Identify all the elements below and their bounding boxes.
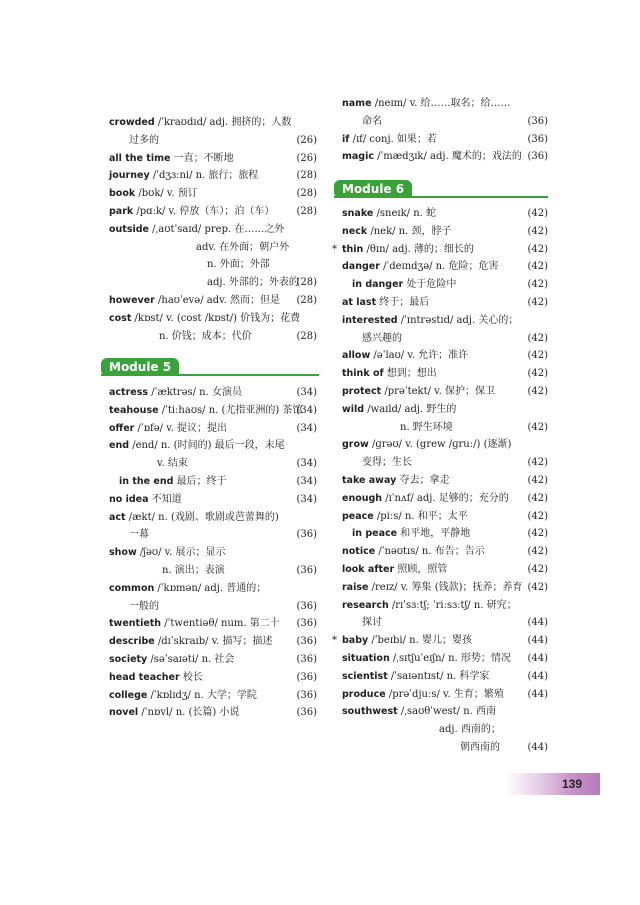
- entry-line: [109, 455, 317, 473]
- definition: 想到；想出: [383, 368, 437, 380]
- module-heading-rule: [334, 196, 548, 198]
- page-reference: (36): [527, 115, 548, 127]
- vocab-entry: [342, 131, 548, 149]
- page-reference: (36): [296, 564, 317, 576]
- definition: /end/ n. (时间的) 最后一段，末尾: [129, 440, 285, 452]
- definition: /ˈsaɪəntɪst/ n. 科学家: [387, 670, 490, 682]
- vocab-entry: [109, 704, 317, 722]
- vocab-entry: [109, 473, 317, 491]
- entry-line: [342, 508, 548, 526]
- page-reference: (42): [527, 350, 548, 362]
- entry-line: [109, 221, 317, 239]
- entry-line: [342, 454, 548, 472]
- page-reference: (28): [296, 330, 317, 342]
- page-reference: (44): [527, 635, 548, 647]
- definition: /ˈɒfə/ v. 提议；提出: [134, 422, 228, 434]
- definition: 和平地，平静地: [397, 528, 471, 540]
- entry-line: [109, 185, 317, 203]
- entry-line: [342, 472, 548, 490]
- headword: common: [109, 582, 155, 594]
- page-reference: (34): [296, 387, 317, 398]
- vocab-entry: [342, 543, 548, 561]
- headword: act: [109, 511, 126, 523]
- definition: /ˈkɒlɪdʒ/ n. 大学；学院: [147, 689, 257, 701]
- headword: thin: [342, 243, 364, 255]
- definition: /neɪm/ v. 给……取名；给……: [371, 98, 511, 109]
- definition-continuation: 感兴趣的: [362, 332, 402, 344]
- vocab-entry: [342, 561, 548, 579]
- entry-line: [109, 274, 317, 292]
- definition: /ˈnɒvl/ n. (长篇) 小说: [138, 707, 240, 719]
- definition: /əˈlaʊ/ v. 允许；准许: [370, 350, 469, 362]
- page-reference: (34): [296, 422, 317, 434]
- entry-line: [342, 525, 548, 543]
- headword: outside: [109, 223, 149, 235]
- entry-line: [342, 131, 548, 149]
- page-reference: (42): [527, 564, 548, 575]
- definition: /piːs/ n. 和平；太平: [373, 510, 468, 522]
- entry-line: [109, 239, 317, 257]
- headword: college: [109, 689, 148, 701]
- headword: snake: [342, 208, 374, 219]
- headword: teahouse: [109, 404, 159, 416]
- entry-line: [342, 383, 548, 401]
- entry-line: [109, 615, 317, 633]
- entry-line: [109, 437, 317, 455]
- headword: situation: [342, 653, 390, 664]
- definition: /ˈæktrəs/ n. 女演员: [148, 387, 242, 398]
- entry-line: [109, 633, 317, 651]
- definition: /ˌaʊtˈsaɪd/ prep. 在……之外: [149, 223, 285, 235]
- vocab-entry: [109, 203, 317, 221]
- page-reference: (42): [527, 546, 548, 558]
- entry-line: [109, 310, 317, 328]
- entry-line: [342, 401, 548, 419]
- headword: notice: [342, 546, 376, 558]
- page-reference: (42): [527, 581, 548, 593]
- headword: allow: [342, 350, 371, 362]
- headword: peace: [342, 510, 374, 522]
- page-number: 139: [561, 777, 582, 791]
- entry-line: [342, 95, 548, 113]
- entry-line: [342, 561, 548, 579]
- headword: society: [109, 654, 148, 665]
- starred-marker: *: [332, 635, 337, 647]
- entry-line: [342, 365, 548, 383]
- definition-continuation: n. 演出；表演: [162, 564, 225, 576]
- definition: 一直；不断地: [170, 152, 234, 164]
- vocab-entry: [109, 687, 317, 705]
- vocab-entry: [109, 292, 317, 310]
- page-reference: (44): [527, 653, 548, 664]
- definition: /ˌsaʊθˈwest/ n. 西南: [397, 706, 497, 718]
- entry-line: [342, 686, 548, 704]
- definition: /haʊˈevə/ adv. 然而；但是: [154, 295, 280, 306]
- entry-line: [342, 205, 548, 223]
- vocab-entry: [109, 437, 317, 473]
- vocab-entry: [109, 384, 317, 402]
- page-reference: (42): [527, 492, 548, 504]
- headword: grow: [342, 439, 369, 451]
- page-reference: (42): [527, 243, 548, 255]
- definition: 最后；终于: [173, 476, 227, 487]
- headword: however: [109, 295, 155, 306]
- page-reference: (26): [296, 152, 317, 164]
- vocab-entry: [342, 276, 548, 294]
- page-reference: (36): [296, 707, 317, 719]
- vocab-entry: [342, 508, 548, 526]
- page-reference: (42): [527, 368, 548, 380]
- page-reference: (36): [296, 671, 317, 683]
- page-reference: (36): [296, 600, 317, 612]
- entry-line: [342, 294, 548, 312]
- definition: /sneɪk/ n. 蛇: [373, 208, 436, 219]
- definition-continuation: v. 结束: [157, 458, 188, 470]
- page-reference: (34): [296, 458, 317, 470]
- entry-line: [342, 223, 548, 241]
- entry-line: [342, 490, 548, 508]
- entry-line: [109, 473, 317, 491]
- vocab-entry: [342, 347, 548, 365]
- page-reference: (42): [527, 510, 548, 522]
- page-reference: (34): [296, 476, 317, 487]
- page-reference: (42): [527, 279, 548, 291]
- entry-line: [109, 509, 317, 527]
- vocab-entry: [109, 509, 317, 545]
- headword: cost: [109, 312, 132, 324]
- headword: novel: [109, 707, 139, 719]
- definition: /bʊk/ v. 预订: [135, 188, 198, 200]
- vocab-entry: [342, 312, 548, 348]
- entry-line: [109, 544, 317, 562]
- definition: /prəˈdjuːs/ v. 生育；繁殖: [385, 688, 504, 700]
- entry-line: [109, 651, 317, 669]
- vocab-entry: [342, 148, 548, 166]
- entry-line: [109, 704, 317, 722]
- page-reference: (42): [527, 297, 548, 308]
- page-reference: (34): [296, 404, 317, 416]
- entry-line: [342, 721, 548, 739]
- definition: /ɡrəʊ/ v. (grew /ɡruː/) (逐渐): [368, 439, 512, 451]
- definition-continuation: 变得；生长: [362, 457, 412, 469]
- definition-continuation: adv. 在外面；朝户外: [196, 241, 290, 253]
- headword: produce: [342, 688, 386, 700]
- page-reference: (26): [296, 134, 317, 146]
- headword: in the end: [119, 476, 174, 487]
- entry-line: [109, 562, 317, 580]
- entry-line: [342, 276, 548, 294]
- definition: /ˈnəʊtɪs/ n. 布告；告示: [375, 546, 485, 558]
- definition: /ˈɪntrəstɪd/ adj. 关心的；: [397, 314, 519, 326]
- headword: protect: [342, 386, 382, 397]
- headword: raise: [342, 581, 369, 593]
- page-reference: (28): [296, 206, 317, 217]
- entry-line: [109, 669, 317, 687]
- definition-continuation: 探讨: [362, 617, 382, 629]
- vocab-entry: [109, 167, 317, 185]
- vocab-entry: [332, 241, 548, 259]
- definition-continuation: adj. 外部的；外表的: [207, 277, 299, 289]
- definition: /ˈmædʒɪk/ adj. 魔术的；戏法的: [374, 151, 522, 163]
- vocab-entry: [109, 420, 317, 438]
- module-heading: Module 5: [101, 358, 179, 376]
- vocab-entry: [342, 258, 548, 276]
- definition: 照顾，照管: [394, 564, 448, 575]
- headword: interested: [342, 314, 398, 326]
- headword: book: [109, 188, 136, 200]
- entry-line: [342, 312, 548, 330]
- entry-line: [109, 114, 317, 132]
- definition: /waɪld/ adj. 野生的: [364, 403, 457, 415]
- entry-line: [109, 167, 317, 185]
- page-reference: (42): [527, 225, 548, 237]
- vocab-entry: [109, 669, 317, 687]
- headword: magic: [342, 151, 374, 163]
- entry-line: [342, 543, 548, 561]
- definition: /nek/ n. 颈，脖子: [367, 225, 452, 237]
- page-reference: (28): [296, 277, 317, 289]
- page-reference: (42): [527, 475, 548, 486]
- headword: twentieth: [109, 618, 162, 630]
- headword: wild: [342, 403, 365, 415]
- page-reference: (44): [527, 670, 548, 682]
- headword: journey: [109, 170, 150, 182]
- headword: offer: [109, 422, 135, 434]
- definition: /ˌsɪtʃuˈeɪʃn/ n. 形势；情况: [389, 653, 511, 664]
- vocab-entry: [109, 544, 317, 580]
- headword: all the time: [109, 152, 171, 164]
- headword: in peace: [352, 528, 398, 540]
- page-reference: (36): [296, 529, 317, 541]
- entry-line: [342, 148, 548, 166]
- module-heading-rule: [101, 374, 319, 376]
- vocab-entry: [342, 597, 548, 633]
- vocab-entry: [109, 633, 317, 651]
- entry-line: [109, 491, 317, 509]
- headword: if: [342, 133, 350, 145]
- vocab-entry: [342, 668, 548, 686]
- headword: no idea: [109, 493, 149, 505]
- page-reference: (36): [296, 654, 317, 665]
- vocab-entry: [342, 95, 548, 131]
- headword: end: [109, 440, 130, 452]
- headword: take away: [342, 475, 397, 486]
- page-reference: (36): [527, 133, 548, 145]
- vocab-entry: [109, 651, 317, 669]
- definition: /ˈkraʊdɪd/ adj. 拥挤的；人数: [154, 117, 292, 128]
- vocab-entry: [109, 615, 317, 633]
- entry-line: [342, 668, 548, 686]
- entry-line: [109, 328, 317, 346]
- vocab-entry: [109, 580, 317, 616]
- entry-line: [109, 526, 317, 544]
- definition: 夺去；拿走: [396, 475, 450, 486]
- page-reference: (36): [527, 151, 548, 163]
- entry-line: [342, 579, 548, 597]
- vocab-entry: [342, 223, 548, 241]
- vocab-entry: [109, 185, 317, 203]
- entry-line: [109, 598, 317, 616]
- definition: /rɪˈsɜːtʃ; ˈriːsɜːtʃ/ n. 研究；: [388, 599, 517, 611]
- definition: 处于危险中: [403, 279, 457, 291]
- headword: neck: [342, 225, 368, 237]
- definition: /ˈdeɪndʒə/ n. 危险；危害: [379, 261, 499, 273]
- headword: in danger: [352, 279, 404, 291]
- entry-line: [342, 703, 548, 721]
- vocab-entry: [342, 205, 548, 223]
- definition: /ækt/ n. (戏剧、歌剧或芭蕾舞的): [125, 511, 279, 523]
- definition: /pɑːk/ v. 停放（车）；泊（车）: [133, 206, 275, 217]
- vocab-entry: [342, 383, 548, 401]
- entry-line: [109, 132, 317, 150]
- definition-continuation: n. 外面；外部: [207, 259, 270, 271]
- entry-line: [109, 384, 317, 402]
- vocab-entry: [342, 294, 548, 312]
- definition: /ˈkɒmən/ adj. 普通的；: [154, 582, 267, 594]
- headword: actress: [109, 387, 149, 398]
- entry-line: [109, 580, 317, 598]
- page-reference: (34): [296, 493, 317, 505]
- entry-line: [342, 347, 548, 365]
- entry-line: [342, 113, 548, 131]
- page-reference: (42): [527, 528, 548, 540]
- page-reference: (42): [527, 386, 548, 397]
- entry-line: [109, 256, 317, 274]
- definition: /ˈtiːhaʊs/ n. (尤指亚洲的) 茶馆: [158, 404, 303, 416]
- page-reference: (28): [296, 188, 317, 200]
- vocab-entry: [342, 365, 548, 383]
- entry-line: [342, 330, 548, 348]
- page-reference: (42): [527, 261, 548, 273]
- page-reference: (36): [296, 636, 317, 648]
- vocab-entry: [342, 703, 548, 756]
- entry-line: [342, 597, 548, 615]
- entry-line: [109, 402, 317, 420]
- entry-line: [109, 292, 317, 310]
- definition-continuation: n. 野生环境: [400, 421, 453, 433]
- definition-continuation: 朝西南的: [460, 741, 500, 753]
- entry-line: [109, 687, 317, 705]
- definition: /dɪˈskraɪb/ v. 描写；描述: [154, 636, 273, 648]
- headword: look after: [342, 564, 395, 575]
- entry-line: [342, 241, 548, 259]
- module-heading: Module 6: [334, 180, 412, 198]
- definition-continuation: 一幕: [129, 529, 149, 541]
- definition: /ˈtwentiəθ/ num. 第二十: [161, 618, 280, 630]
- definition: /reɪz/ v. 筹集 (钱款)；抚养；养育: [368, 581, 523, 593]
- definition-continuation: adj. 西南的；: [439, 724, 501, 736]
- definition: /kɒst/ v. (cost /kɒst/) 价钱为；花费: [131, 312, 301, 324]
- headword: park: [109, 206, 134, 217]
- entry-line: [342, 258, 548, 276]
- definition: 校长: [179, 671, 203, 683]
- headword: at last: [342, 297, 377, 308]
- page-reference: (28): [296, 170, 317, 182]
- definition: /ɪˈnʌf/ adj. 足够的；充分的: [382, 492, 509, 504]
- starred-marker: *: [332, 243, 337, 255]
- vocab-entry: [342, 650, 548, 668]
- entry-line: [109, 420, 317, 438]
- headword: southwest: [342, 706, 398, 718]
- headword: name: [342, 98, 372, 109]
- entry-line: [109, 203, 317, 221]
- vocab-entry: [109, 310, 317, 346]
- vocab-entry: [109, 491, 317, 509]
- page-reference: (36): [296, 618, 317, 630]
- page-reference: (42): [527, 457, 548, 469]
- entry-line: [342, 436, 548, 454]
- headword: scientist: [342, 670, 388, 682]
- definition: /ˈdʒɜːni/ n. 旅行；旅程: [149, 170, 259, 182]
- page-reference: (44): [527, 741, 548, 753]
- entry-line: [342, 419, 548, 437]
- vocab-entry: [342, 401, 548, 437]
- headword: crowded: [109, 117, 155, 128]
- vocab-entry: [109, 221, 317, 292]
- vocab-entry: [342, 525, 548, 543]
- vocab-entry: [342, 436, 548, 472]
- definition-continuation: n. 价钱；成本；代价: [159, 330, 252, 342]
- page-reference: (42): [527, 421, 548, 433]
- page-reference: (42): [527, 332, 548, 344]
- vocab-entry: [109, 402, 317, 420]
- headword: describe: [109, 636, 155, 648]
- headword: enough: [342, 492, 383, 504]
- vocab-entry: [332, 632, 548, 650]
- definition: 终于；最后: [376, 297, 430, 308]
- entry-line: [342, 614, 548, 632]
- definition-continuation: 一般的: [129, 600, 159, 612]
- vocab-entry: [342, 490, 548, 508]
- page-reference: (44): [527, 617, 548, 629]
- headword: baby: [342, 635, 369, 647]
- entry-line: [109, 150, 317, 168]
- page-reference: (42): [527, 208, 548, 219]
- page-reference: (28): [296, 295, 317, 306]
- definition: /θɪn/ adj. 薄的；细长的: [363, 243, 474, 255]
- definition: /prəˈtekt/ v. 保护；保卫: [381, 386, 495, 397]
- definition-continuation: 命名: [362, 115, 382, 127]
- headword: research: [342, 599, 389, 611]
- page-reference: (44): [527, 688, 548, 700]
- definition: /ɪf/ conj. 如果；若: [349, 133, 437, 145]
- definition: /ʃəʊ/ v. 展示；显示: [136, 547, 226, 559]
- vocab-entry: [109, 150, 317, 168]
- vocab-entry: [342, 579, 548, 597]
- entry-line: [342, 739, 548, 757]
- headword: think of: [342, 368, 384, 380]
- headword: head teacher: [109, 671, 180, 683]
- headword: danger: [342, 261, 380, 273]
- vocab-entry: [342, 686, 548, 704]
- entry-line: [342, 650, 548, 668]
- definition-continuation: 过多的: [129, 134, 159, 146]
- headword: show: [109, 547, 137, 559]
- entry-line: [342, 632, 548, 650]
- page-reference: (36): [296, 689, 317, 701]
- vocab-entry: [342, 472, 548, 490]
- page-number-tab: [505, 773, 600, 795]
- definition: /səˈsaɪəti/ n. 社会: [147, 654, 235, 665]
- definition: 不知道: [148, 493, 182, 505]
- definition: /ˈbeɪbi/ n. 婴儿；婴孩: [368, 635, 472, 647]
- vocab-entry: [109, 114, 317, 150]
